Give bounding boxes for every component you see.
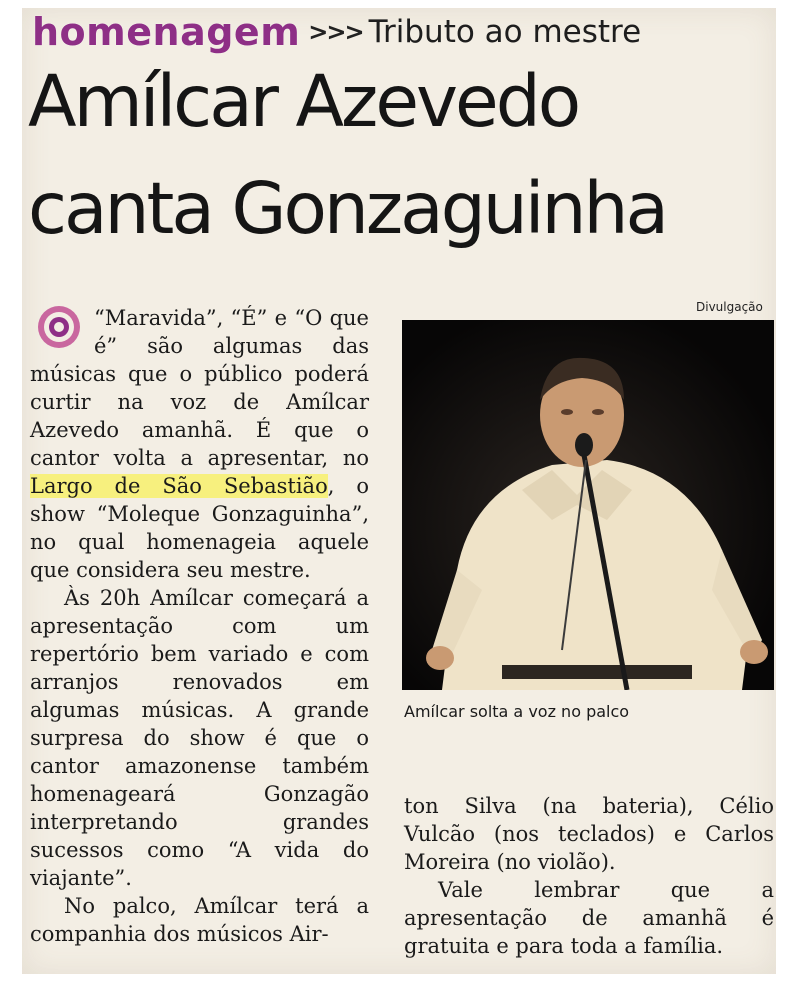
paragraph-3-end: ton Silva (na bateria), Célio Vulcão (nos teclados) e Carlos Moreira (no violão). [404, 794, 774, 874]
paragraph-1-text-end: , o show “Moleque Gonzaguinha”, no qual homenageia aquele que considera seu mestre. [30, 474, 369, 582]
target-icon [36, 304, 82, 350]
section-kicker: homenagem [32, 10, 301, 54]
photo-caption: Amílcar solta a voz no palco [404, 702, 630, 721]
photo-credit: Divulgação [696, 300, 763, 314]
headline-line-2: canta Gonzaguinha [28, 167, 666, 250]
paragraph-4: Vale lembrar que a apresentação de amanhã é gratuita e para toda a família. [404, 878, 774, 958]
text-column-1 [30, 304, 369, 948]
highlighted-place: Largo de São Sebastião [30, 474, 328, 498]
singer-illustration [402, 320, 774, 690]
article-header [32, 10, 772, 54]
paragraph-2: Às 20h Amílcar começará a apresentação com um repertório bem variado e com arranjos renovados em algumas músicas. A grande surpresa do show é que o cantor amazonense também homenageará Gonzagão interpretando grandes sucessos como “A vida do viajante”. [30, 586, 369, 890]
paragraph-1-text: “Maravida”, “É” e “O que é” são algumas das músicas que o público poderá curtir na voz de Amílcar Azevedo amanhã. É que o cantor volta a apresentar, no [30, 306, 369, 470]
article-subhead: Tributo ao mestre [368, 14, 642, 50]
photo-singer [402, 320, 774, 690]
header-arrows: >>> [308, 18, 363, 46]
text-column-2 [404, 792, 774, 960]
headline-line-1: Amílcar Azevedo [28, 60, 579, 143]
paragraph-3-start: No palco, Amílcar terá a companhia dos músicos Air- [30, 894, 369, 946]
newspaper-clipping [22, 8, 776, 974]
paragraph-1 [30, 304, 369, 584]
